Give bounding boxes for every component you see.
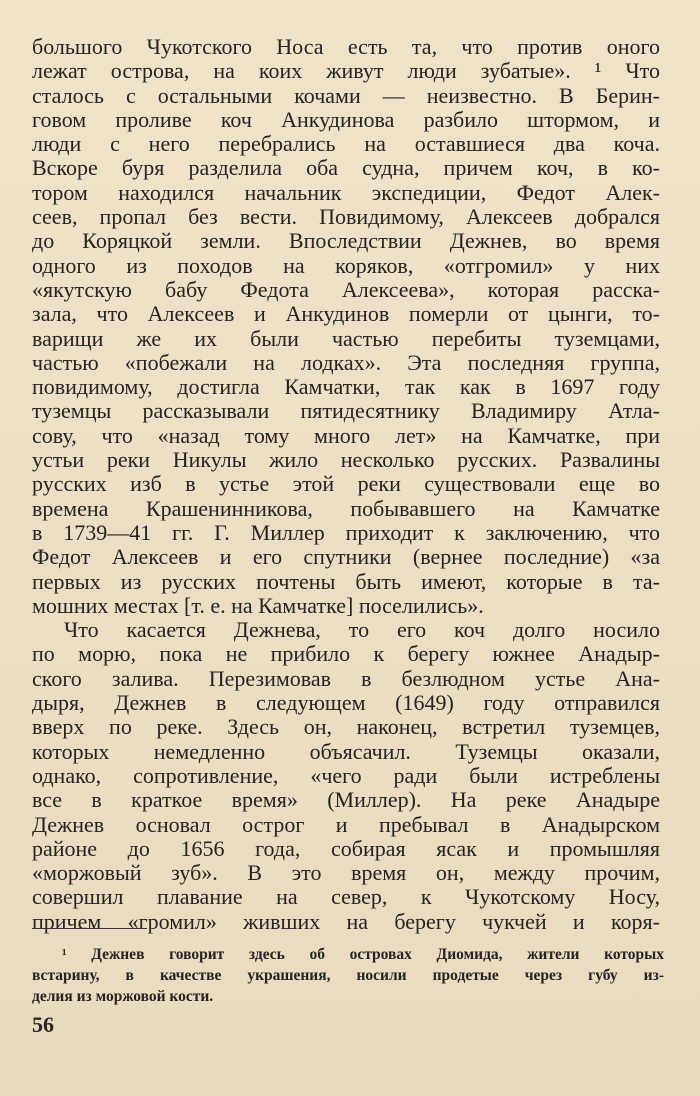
footnote-line: ¹ Дежнев говорит здесь об островах Диомида, жители которых <box>62 946 664 963</box>
text-line: причем «громил» живших на берегу чукчей и коря- <box>32 908 660 934</box>
text-line: ского залива. Перезимовав в безлюдном устье Ана- <box>32 665 660 691</box>
text-line: говом проливе коч Анкудинова разбило штормом, и <box>32 106 660 132</box>
text-line: люди с него перебрались на оставшиеся два коча. <box>32 131 660 157</box>
text-line: Федот Алексеев и его спутники (вернее последние) «за <box>32 544 660 570</box>
text-line: Что касается Дежнева, то его коч долго носило <box>64 617 660 643</box>
main-text <box>32 35 660 934</box>
page-number: 56 <box>32 1012 54 1037</box>
text-line: по морю, пока не прибило к берегу южнее Анадыр- <box>32 641 660 667</box>
text-line: мошних местах [т. е. на Камчатке] поселились». <box>32 592 484 618</box>
text-line: частью «побежали на лодках». Эта последняя группа, <box>32 349 660 375</box>
text-line: «якутскую бабу Федота Алексеева», которая расска- <box>32 276 660 302</box>
footnote-line: делия из моржовой кости. <box>32 988 214 1005</box>
text-line: зала, что Алексеев и Анкудинов померли от цынги, то- <box>32 301 660 327</box>
text-line: сталось с остальными кочами — неизвестно. В Берин- <box>32 82 660 108</box>
text-line: большого Чукотского Носа есть та, что против оного <box>32 34 660 59</box>
text-line: варищи же их были частью перебиты туземцами, <box>32 325 660 351</box>
text-line: однако, сопротивление, «чего ради были истреблены <box>32 762 660 788</box>
text-line: до Коряцкой земли. Впоследствии Дежнев, во время <box>32 228 660 254</box>
footnote-line: встарину, в качестве украшения, носили продетые через губу из- <box>32 967 664 984</box>
text-line: первых из русских почтены быть имеют, которые в та- <box>32 568 660 594</box>
text-line: которых немедленно объясачил. Туземцы оказали, <box>32 738 660 764</box>
text-line: сеев, пропал без вести. Повидимому, Алексеев добрался <box>32 204 660 230</box>
text-line: Вскоре буря разделила оба судна, причем коч, в ко- <box>32 155 660 181</box>
footnote <box>32 944 664 1007</box>
text-line: Дежнев основал острог и пребывал в Анадырском <box>32 811 660 837</box>
footnote-divider <box>32 928 147 929</box>
text-line: дыря, Дежнев в следующем (1649) году отправился <box>32 690 660 716</box>
text-line: устьи реки Никулы жило несколько русских. Развалины <box>32 447 660 473</box>
text-line: одного из походов на коряков, «отгромил» у них <box>32 252 660 278</box>
text-line: русских изб в устье этой реки существовали еще во <box>32 471 660 497</box>
text-line: сову, что «назад тому много лет» на Камчатке, при <box>32 422 660 448</box>
text-line: вверх по реке. Здесь он, наконец, встретил туземцев, <box>32 714 660 740</box>
text-line: районе до 1656 года, собирая ясак и промышляя <box>32 835 660 861</box>
text-line: времена Крашенинникова, побывавшего на Камчатке <box>32 495 660 521</box>
text-line: лежат острова, на коих живут люди зубатые». ¹ Что <box>32 58 660 84</box>
text-line: совершил плавание на север, к Чукотскому Носу, <box>32 884 660 910</box>
text-line: туземцы рассказывали пятидесятнику Владимиру Атла- <box>32 398 660 424</box>
text-line: в 1739—41 гг. Г. Миллер приходит к заключению, что <box>32 519 660 545</box>
text-line: тором находился начальник экспедиции, Федот Алек- <box>32 179 660 205</box>
text-line: все в краткое время» (Миллер). На реке Анадыре <box>32 787 660 813</box>
text-line: повидимому, достигла Камчатки, так как в 1697 году <box>32 374 660 400</box>
text-line: «моржовый зуб». В это время он, между прочим, <box>32 860 660 886</box>
